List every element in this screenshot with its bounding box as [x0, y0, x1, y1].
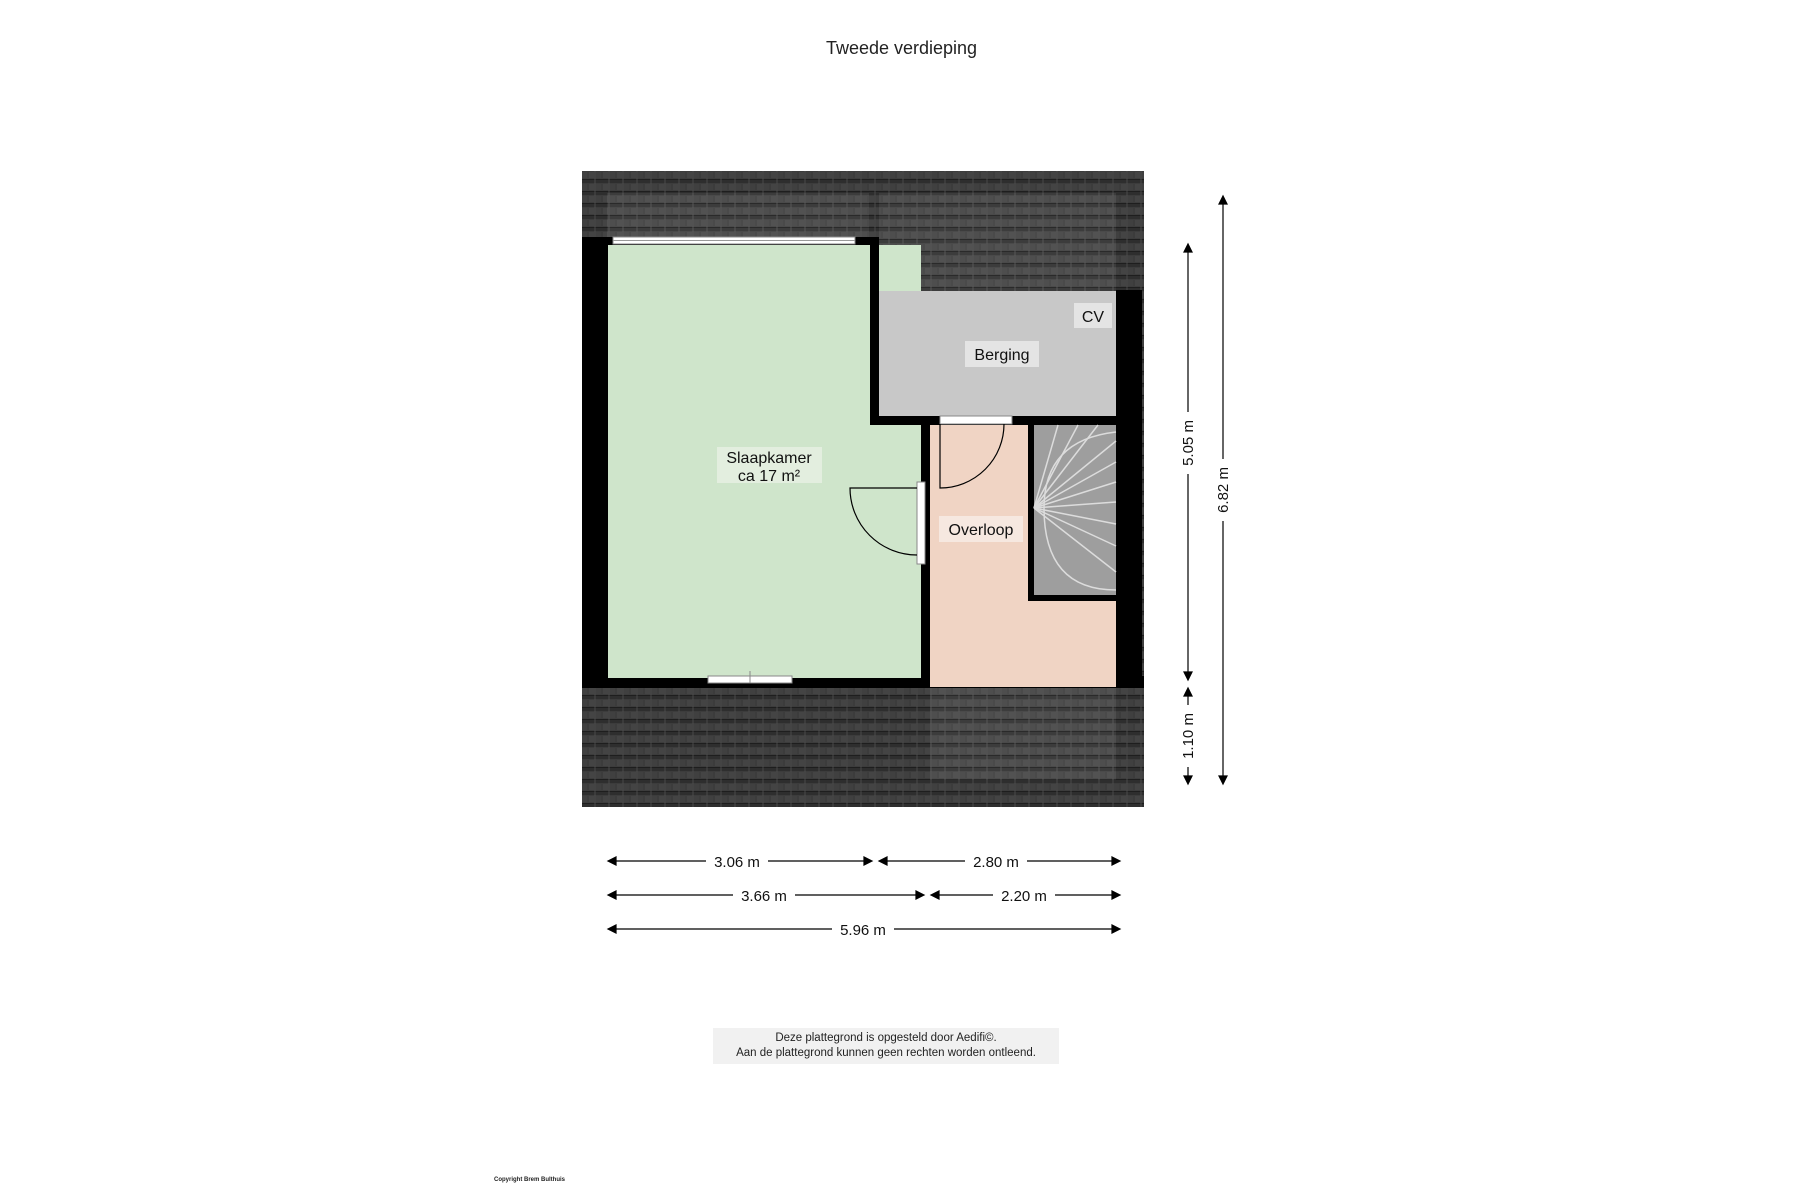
disclaimer	[713, 1028, 1059, 1064]
copyright-text: Copyright Brem Bulthuis	[494, 1177, 566, 1183]
dim-top-left: 3.06 m	[714, 854, 760, 871]
roof-panel-bottom-right	[930, 688, 1116, 780]
wall-left	[582, 237, 608, 688]
dim-height-bottom: 1.10 m	[1180, 713, 1197, 759]
wall-stairs	[1028, 425, 1034, 600]
door-berging-frame	[940, 416, 1012, 424]
roof-panel-top-left	[607, 193, 869, 237]
wall-stairs-bottom	[1028, 595, 1116, 601]
floor-title: Tweede verdieping	[825, 38, 978, 58]
wall-right	[1116, 290, 1142, 688]
disclaimer-line-1: Deze plattegrond is opgesteld door Aedifi©.	[775, 1032, 997, 1044]
dim-total-height: 6.82 m	[1215, 467, 1232, 513]
label-slaapkamer-area: ca 17 m²	[737, 468, 801, 485]
label-overloop: Overloop	[948, 522, 1014, 539]
dim-middle-left: 3.66 m	[741, 888, 787, 905]
label-slaapkamer: Slaapkamer	[726, 450, 812, 467]
door-slaapkamer-frame	[917, 482, 925, 564]
label-cv: CV	[1081, 309, 1105, 326]
dim-top-right: 2.80 m	[973, 854, 1019, 871]
dim-total-width: 5.96 m	[840, 922, 886, 939]
dim-middle-right: 2.20 m	[1001, 888, 1047, 905]
disclaimer-line-2: Aan de plattegrond kunnen geen rechten worden ontleend.	[736, 1047, 1036, 1059]
label-berging: Berging	[974, 347, 1030, 364]
dim-height-main: 5.05 m	[1180, 420, 1197, 466]
wall-interior-1	[870, 237, 879, 425]
